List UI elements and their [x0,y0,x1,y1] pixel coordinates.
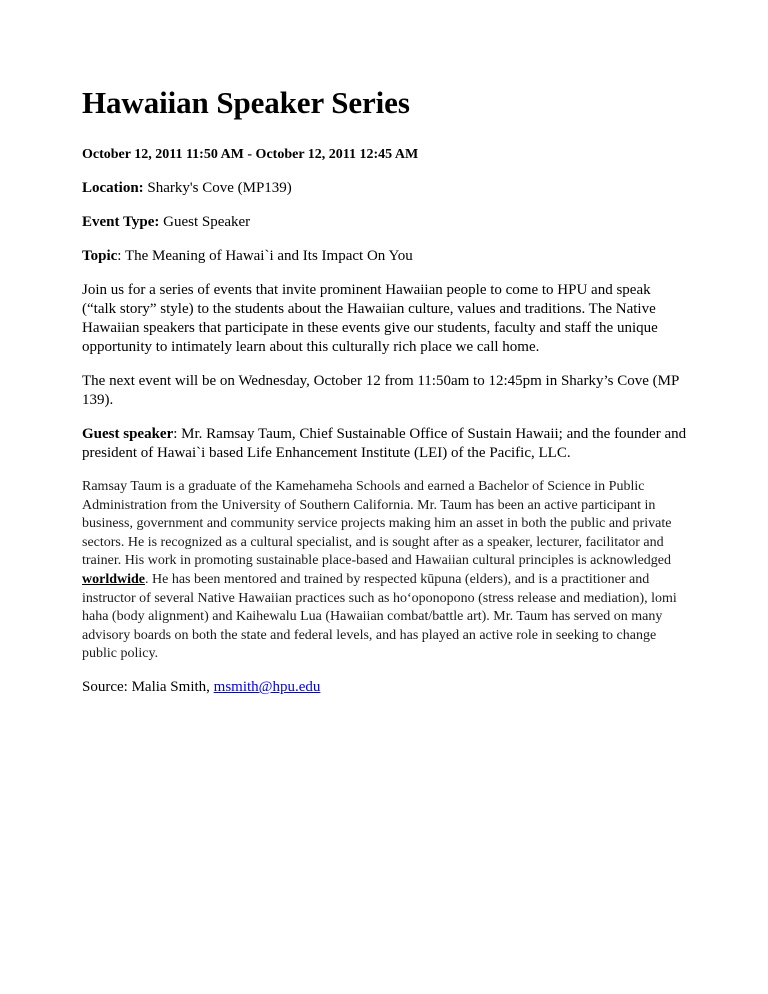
guest-speaker-label: Guest speaker [82,426,174,442]
source-email-link[interactable]: msmith@hpu.edu [213,678,321,695]
source-prefix: Source: Malia Smith, [82,678,214,695]
speaker-bio [82,478,688,664]
event-date-range: October 12, 2011 11:50 AM - October 12, 2011 12:45 AM [82,147,419,162]
guest-speaker-paragraph [82,425,688,463]
topic-label: Topic [82,248,118,264]
location-value: Sharky's Cove (MP139) [147,180,292,196]
bio-emphasis: worldwide [82,571,145,587]
bio-text-before: Ramsay Taum is a graduate of the Kamehameha Schools and earned a Bachelor of Science in Public Administration from the University of Southern California. Mr. Taum has been an active participant in business, government and community service projects making him an asset in both the public and private sectors. He is recognized as a cultural specialist, and is sought after as a speaker, lecturer, facilitator and trainer. His work in promoting sustainable place-based and Hawaiian cultural principles is acknowledged [82,479,672,569]
location-label: Location: [82,180,144,196]
event-type-label: Event Type: [82,214,160,230]
event-type [82,213,688,232]
page-title: Hawaiian Speaker Series [82,85,410,120]
topic-value: : The Meaning of Hawai`i and Its Impact On You [117,248,413,264]
event-document [82,84,688,712]
intro-paragraph: Join us for a series of events that invite prominent Hawaiian people to come to HPU and speak (“talk story” style) to the students about the Hawaiian culture, values and traditions. The Native Hawaiian speakers that participate in these events give our students, faculty and staff the unique opportunity to intimately learn about this culturally rich place we call home. [82,282,658,355]
source-line [82,678,688,697]
next-event-paragraph: The next event will be on Wednesday, October 12 from 11:50am to 12:45pm in Sharky’s Cove (MP 139). [82,373,679,408]
event-type-value: Guest Speaker [163,214,251,230]
guest-speaker-value: : Mr. Ramsay Taum, Chief Sustainable Office of Sustain Hawaii; and the founder and president of Hawai`i based Life Enhancement Institute (LEI) of the Pacific, LLC. [82,426,687,461]
event-topic [82,247,688,266]
event-location [82,179,688,198]
bio-text-after: . He has been mentored and trained by respected kūpuna (elders), and is a practitioner and instructor of several Native Hawaiian practices such as hoʻoponopono (stress release and mediation), lomi haha (body alignment) and Kaihewalu Lua (Hawaiian combat/battle art). Mr. Taum has served on many advisory boards on both the state and federal levels, and has played an active role in seeking to change public policy. [82,571,677,662]
